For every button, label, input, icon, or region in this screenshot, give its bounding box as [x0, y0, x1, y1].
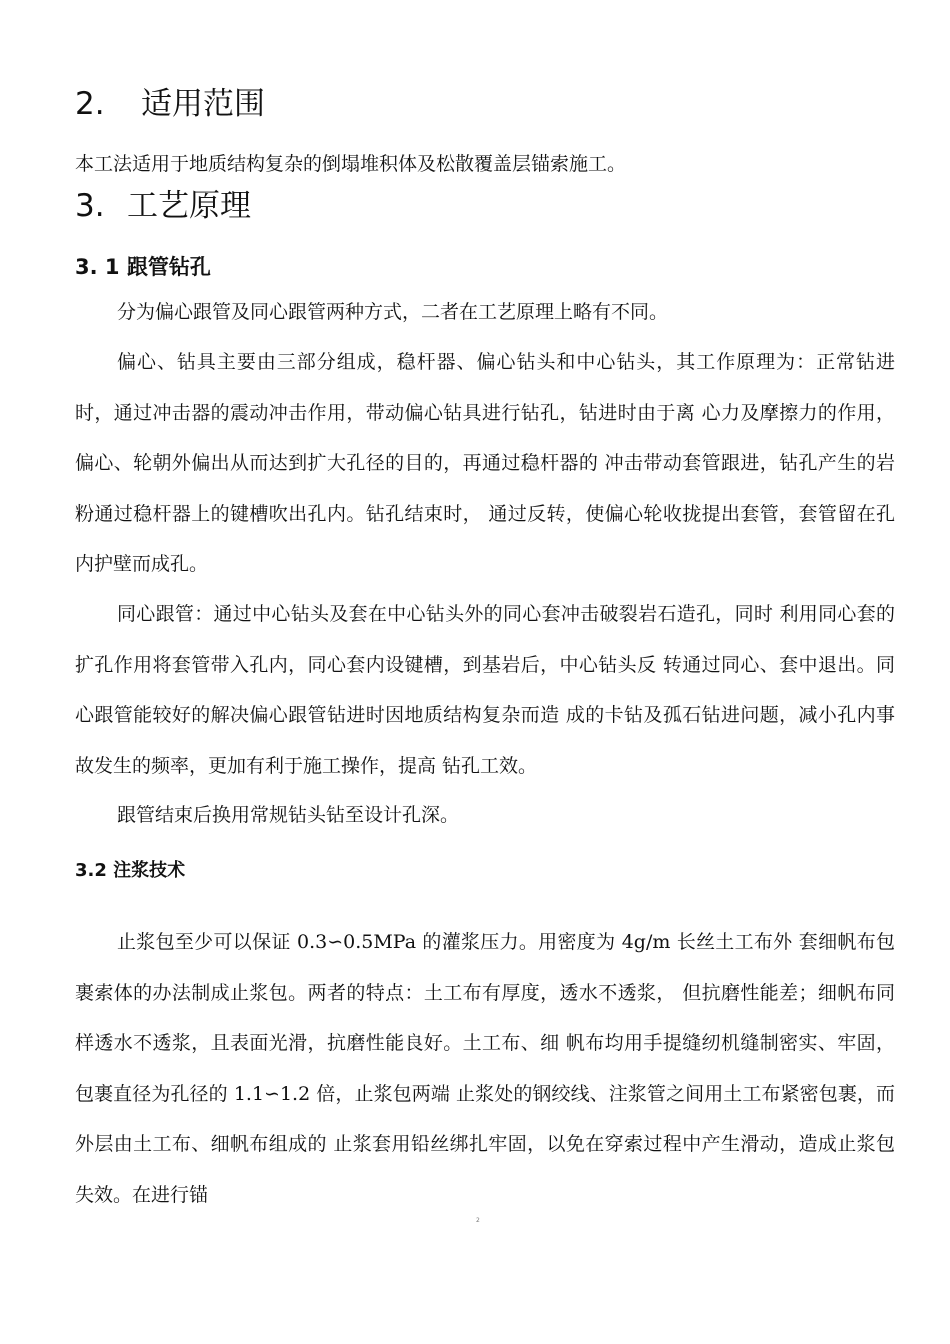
section-2-heading [75, 84, 895, 124]
subsection-3-2-paragraph-1: 止浆包至少可以保证 0.3∽0.5MPa 的灌浆压力。用密度为 4g/m 长丝土工布外 套细帆布包裹索体的办法制成止浆包。两者的特点：土工布有厚度，透水不透浆， 但抗磨性能差；细帆布同样透水不透浆，且表面光滑，抗磨性能良好。土工布、细 帆布均用手提缝纫机缝制密实、牢固，包裹直径为孔径的 1.1∽1.2 倍，止浆包两端 止浆处的钢绞线、注浆管之间用土工布紧密包裹，而外层由土工布、细帆布组成的 止浆套用铅丝绑扎牢固，以免在穿索过程中产生滑动，造成止浆包失效。在进行锚 [75, 931, 895, 1206]
subsection-3-1-paragraph-4: 跟管结束后换用常规钻头钻至设计孔深。 [117, 804, 460, 826]
section-2-number: 2. [75, 86, 105, 122]
subsection-3-1-heading: 3. 1 跟管钻孔 [75, 255, 211, 279]
page-number: 2 [476, 1217, 480, 1224]
section-3-title: 工艺原理 [127, 188, 251, 224]
subsection-3-2-heading: 3.2 注浆技术 [75, 860, 186, 881]
subsection-3-1-paragraph-1: 分为偏心跟管及同心跟管两种方式，二者在工艺原理上略有不同。 [117, 301, 669, 323]
section-2-title: 适用范围 [141, 86, 265, 122]
section-3-number: 3. [75, 188, 105, 224]
subsection-3-1-paragraph-3: 同心跟管：通过中心钻头及套在中心钻头外的同心套冲击破裂岩石造孔，同时 利用同心套的扩孔作用将套管带入孔内，同心套内设键槽，到基岩后，中心钻头反 转通过同心、套中退出。同心跟管能较好的解决偏心跟管钻进时因地质结构复杂而造 成的卡钻及孤石钻进问题，减小孔内事故发生的频率，更加有利于施工操作，提高 钻孔工效。 [75, 603, 895, 777]
section-3-heading [75, 186, 895, 226]
section-2-body: 本工法适用于地质结构复杂的倒塌堆积体及松散覆盖层锚索施工。 [75, 153, 627, 175]
subsection-3-1-paragraph-2: 偏心、钻具主要由三部分组成，稳杆器、偏心钻头和中心钻头，其工作原理为：正常钻进时，通过冲击器的震动冲击作用，带动偏心钻具进行钻孔，钻进时由于离 心力及摩擦力的作用，偏心、轮朝外偏出从而达到扩大孔径的目的，再通过稳杆器的 冲击带动套管跟进，钻孔产生的岩粉通过稳杆器上的键槽吹出孔内。钻孔结束时， 通过反转，使偏心轮收拢提出套管，套管留在孔内护壁而成孔。 [75, 351, 895, 575]
